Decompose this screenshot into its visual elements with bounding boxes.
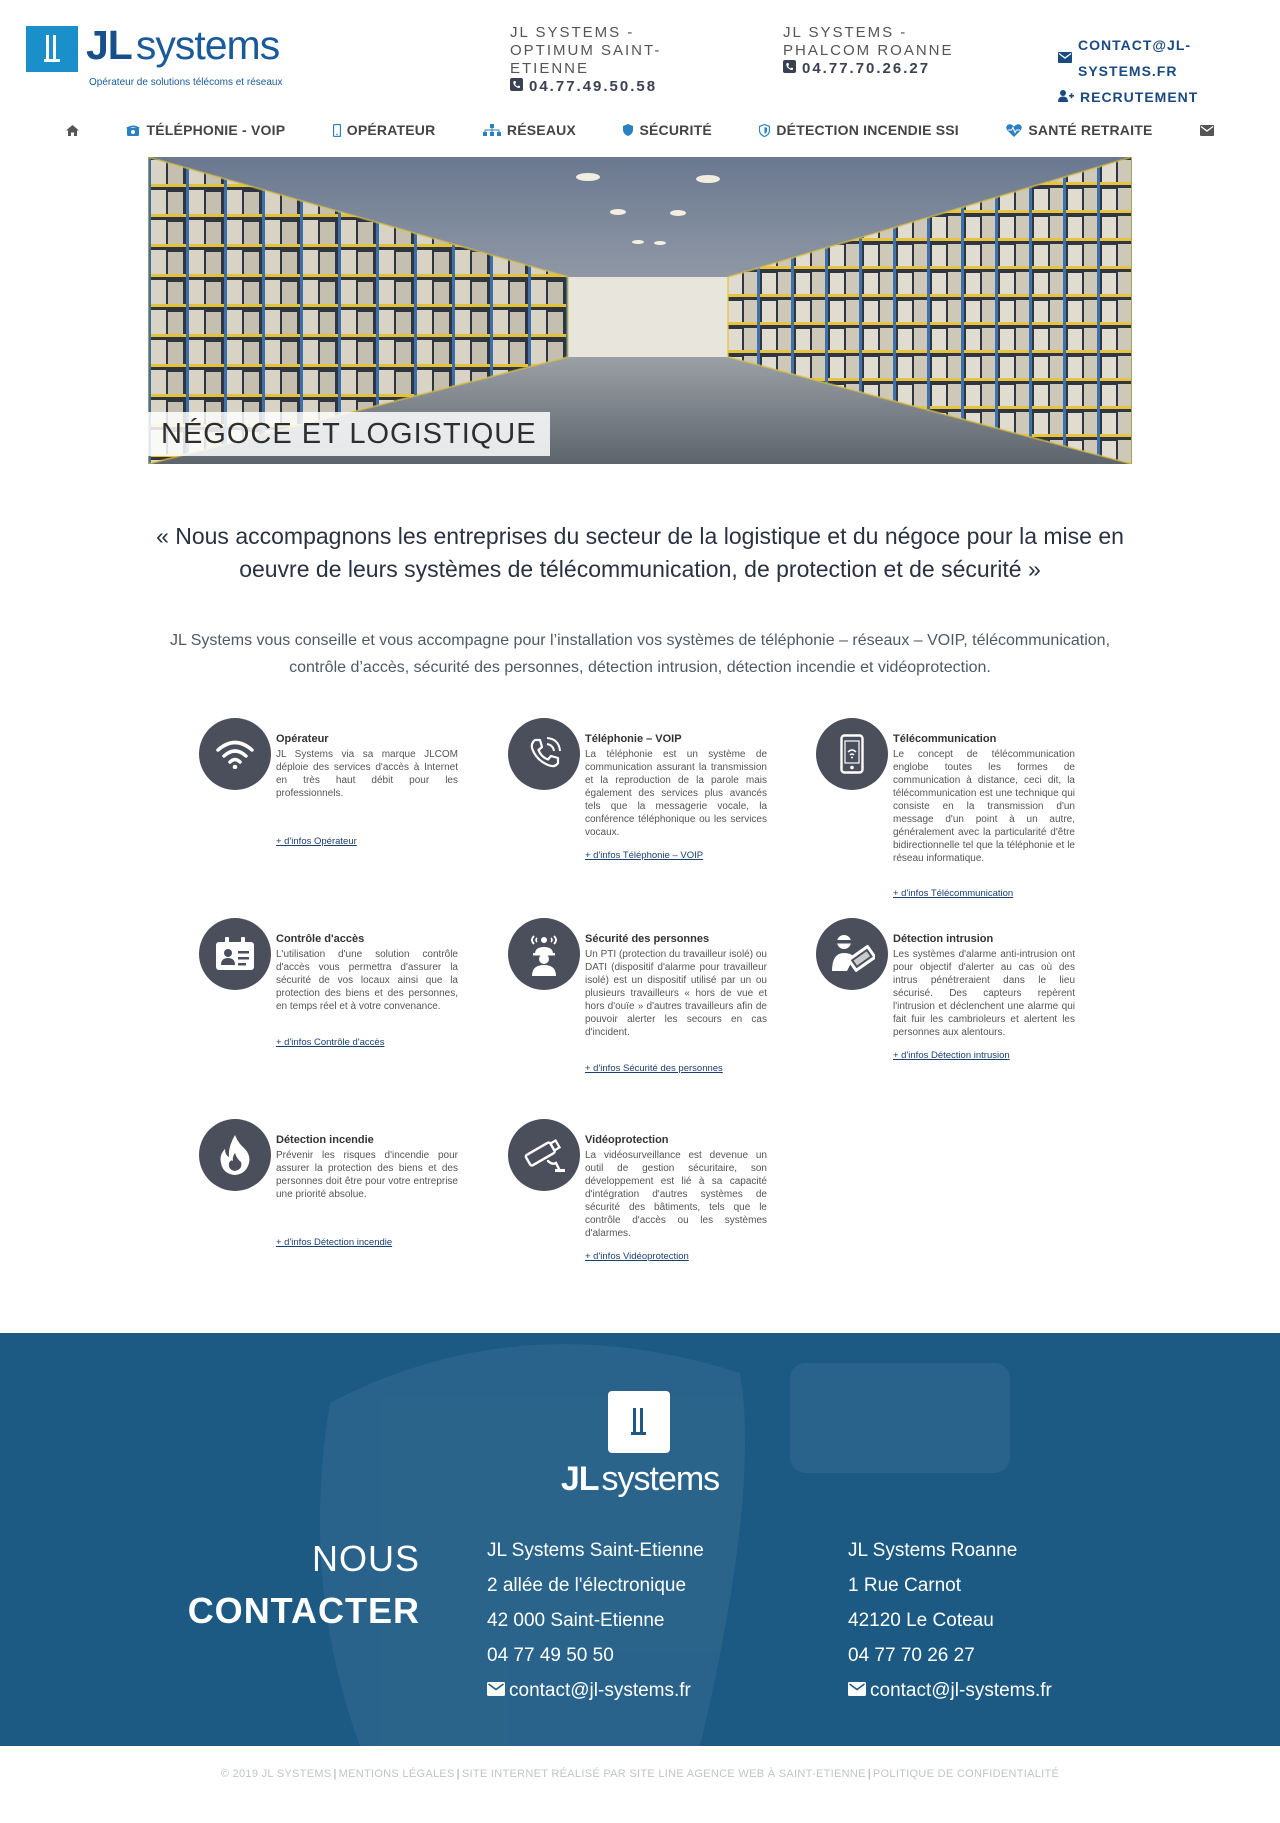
service-link[interactable]: + d'infos Téléphonie – VOIP <box>585 850 704 861</box>
service-title: Vidéoprotection <box>585 1134 669 1146</box>
home-icon <box>66 125 79 136</box>
service-text: Les systèmes d'alarme anti-intrusion ont pour objectif d'alerter au cas où des intrus pénétreraient dans le lieu sécurisé. Des capteurs repèrent l'intrusion et déclenchent une alarme qui fait fuir les cambrioleurs et alertent les personnes aux alentours. <box>893 949 1075 1038</box>
hero-title: NÉGOCE ET LOGISTIQUE <box>148 412 550 456</box>
intro-text: JL Systems vous conseille et vous accompagne pour l’installation vos systèmes de téléphonie – réseaux – VOIP, télécommunication, contrôle d’accès, sécurité des personnes, détection intrusion, détection incendie et vidéoprotection. <box>169 632 1111 676</box>
service-link[interactable]: + d'infos Contrôle d'accès <box>276 1037 385 1048</box>
service-text: La vidéosurveillance est devenue un outil de gestion sécuritaire, son développement est lié à sa capacité d'intégration d'autres systèmes de sécurité des bâtiments, tels que le contrôle d'accès ou les systèmes d'alarmes. <box>585 1150 767 1239</box>
site-title: JL SYSTEMS - OPTIMUM SAINT-ETIENNE <box>510 24 662 77</box>
service-link[interactable]: + d'infos Opérateur <box>276 836 357 847</box>
site-name: JL Systems Saint-Etienne <box>487 1540 704 1561</box>
site-phone[interactable]: 04 77 49 50 50 <box>487 1645 614 1666</box>
site-email-link[interactable]: contact@jl-systems.fr <box>848 1673 1052 1708</box>
service-title: Sécurité des personnes <box>585 933 710 945</box>
service-body <box>893 933 1075 1039</box>
site-email-link[interactable]: contact@jl-systems.fr <box>487 1673 704 1708</box>
phone-square-icon <box>783 60 796 78</box>
service-title: Détection intrusion <box>893 933 994 945</box>
site-address: 1 Rue Carnot <box>848 1575 962 1596</box>
header-recruitment-link[interactable]: RECRUTEMENT <box>1058 84 1280 110</box>
legal-notice-link[interactable]: MENTIONS LÉGALES <box>338 1768 455 1780</box>
phone-icon <box>508 718 580 790</box>
nav-contact[interactable] <box>1200 125 1214 136</box>
worker-alarm-icon <box>508 918 580 990</box>
site-address: 2 allée de l'électronique <box>487 1575 687 1596</box>
footer-site-roanne <box>848 1533 1052 1708</box>
footer-heading: NOUS CONTACTER <box>187 1538 420 1631</box>
copyright-text: © 2019 JL SYSTEMS <box>220 1768 332 1780</box>
mobile-icon <box>333 124 341 137</box>
logo-tagline: Opérateur de solutions télécoms et réseaux <box>89 77 283 88</box>
envelope-icon <box>848 1673 866 1708</box>
nav-telephonie-voip[interactable]: TÉLÉPHONIE - VOIP <box>126 122 285 138</box>
site-phone[interactable]: 04 77 70 26 27 <box>848 1645 975 1666</box>
service-title: Opérateur <box>276 733 329 745</box>
user-plus-icon <box>1058 84 1074 110</box>
fire-icon <box>199 1119 271 1191</box>
hero-banner <box>148 157 1132 464</box>
service-text: Un PTI (protection du travailleur isolé) ou DATI (dispositif d'alarme pour travailleur isolé) est un dispositif utilisé par un ou plusieurs travailleurs « hors de vue et hors d'ouïe » d'autres travailleurs afin de pouvoir alerter les secours en cas d'incident. <box>585 949 767 1038</box>
service-text: L'utilisation d'une solution contrôle d'accès vous permettra d'assurer la sécurité de vos locaux ainsi que la protection des biens et des personnes, en temps réel et à votre convenance. <box>276 949 458 1012</box>
envelope-icon <box>1200 125 1214 136</box>
service-text: JL Systems via sa marque JLCOM déploie des services d'accès à Internet en très haut débit pour les professionnels. <box>276 749 458 799</box>
footer-logo-wordmark: JLsystems <box>560 1460 720 1498</box>
service-title: Contrôle d'accès <box>276 933 365 945</box>
site-name: JL Systems Roanne <box>848 1540 1018 1561</box>
service-body <box>585 733 767 839</box>
service-link[interactable]: + d'infos Détection incendie <box>276 1237 393 1248</box>
service-text: Le concept de télécommunication englobe toutes les formes de communication à distance, ceci dit, la télécommunication est une technique qui consiste en la transmission d'un message d'un point à un autre, généralement avec la particularité d'être bidirectionnelle tel que la téléphonie et le réseau informatique. <box>893 749 1075 864</box>
heartbeat-icon <box>1006 124 1022 137</box>
footer-site-saint-etienne <box>487 1533 704 1708</box>
logo-mark <box>26 26 78 72</box>
service-link[interactable]: + d'infos Télécommunication <box>893 888 1014 899</box>
lock-icon <box>623 124 633 136</box>
site-title: JL SYSTEMS - PHALCOM ROANNE <box>783 24 954 59</box>
nav-reseaux[interactable]: RÉSEAUX <box>483 122 576 138</box>
nav-operateur[interactable]: OPÉRATEUR <box>333 122 436 138</box>
service-body <box>276 1134 458 1201</box>
service-body <box>276 933 458 1013</box>
service-link[interactable]: + d'infos Sécurité des personnes <box>585 1063 723 1074</box>
site-city: 42120 Le Coteau <box>848 1610 994 1631</box>
service-body <box>276 733 458 800</box>
phone-icon <box>126 124 140 137</box>
copyright-bar: © 2019 JL SYSTEMS | MENTIONS LÉGALES | SITE INTERNET RÉALISÉ PAR SITE LINE AGENCE WEB À SAINT-ETIENNE | POLITIQUE DE CONFIDENTIALITÉ <box>220 1768 1060 1780</box>
service-body <box>585 933 767 1039</box>
site-city: 42 000 Saint-Etienne <box>487 1610 665 1631</box>
service-link[interactable]: + d'infos Détection intrusion <box>893 1050 1010 1061</box>
nav-sante-retraite[interactable]: SANTÉ RETRAITE <box>1006 122 1152 138</box>
header-site-saint-etienne <box>510 24 720 96</box>
site-header <box>0 0 1280 105</box>
burglar-icon <box>816 918 888 990</box>
agency-credit-link[interactable]: SITE INTERNET RÉALISÉ PAR SITE LINE AGENCE WEB À SAINT-ETIENNE <box>461 1768 866 1780</box>
shield-icon <box>759 124 770 137</box>
service-title: Téléphonie – VOIP <box>585 733 682 745</box>
network-icon <box>483 124 501 136</box>
phone-square-icon <box>510 78 523 96</box>
header-contact <box>1058 32 1280 110</box>
site-phone[interactable]: 04.77.49.50.58 <box>510 78 720 96</box>
footer-logo-mark <box>608 1391 670 1453</box>
nav-home[interactable] <box>66 125 79 136</box>
envelope-icon <box>1058 45 1072 71</box>
service-text: Prévenir les risques d'incendie pour assurer la protection des biens et des personnes doit être pour votre entreprise une priorité absolue. <box>276 1150 458 1200</box>
service-title: Télécommunication <box>893 733 997 745</box>
smartphone-icon <box>816 718 888 790</box>
camera-icon <box>508 1119 580 1191</box>
site-logo[interactable] <box>26 24 286 92</box>
service-body <box>585 1134 767 1240</box>
envelope-icon <box>487 1673 505 1708</box>
logo-wordmark: JLsystems <box>86 22 280 68</box>
header-email-link[interactable]: CONTACT@JL-SYSTEMS.FR <box>1058 32 1280 84</box>
wifi-icon <box>199 718 271 790</box>
intro-quote: « Nous accompagnons les entreprises du secteur de la logistique et du négoce pour la mise en oeuvre de leurs systèmes de télécommunication, de protection et de sécurité » <box>156 523 1124 582</box>
site-footer <box>0 1333 1280 1746</box>
service-body <box>893 733 1075 865</box>
header-site-roanne <box>783 24 993 78</box>
service-link[interactable]: + d'infos Vidéoprotection <box>585 1251 689 1262</box>
nav-securite[interactable]: SÉCURITÉ <box>623 122 711 138</box>
site-phone[interactable]: 04.77.70.26.27 <box>783 60 993 78</box>
nav-detection-incendie[interactable]: DÉTECTION INCENDIE SSI <box>759 122 959 138</box>
privacy-policy-link[interactable]: POLITIQUE DE CONFIDENTIALITÉ <box>872 1768 1060 1780</box>
badge-icon <box>199 918 271 990</box>
service-text: La téléphonie est un système de communication assurant la transmission et la reproduction de la parole mais également des services plus avancés tels que la messagerie vocale, la conférence téléphonique ou les services vocaux. <box>585 749 767 838</box>
service-title: Détection incendie <box>276 1134 374 1146</box>
main-nav <box>0 112 1280 148</box>
